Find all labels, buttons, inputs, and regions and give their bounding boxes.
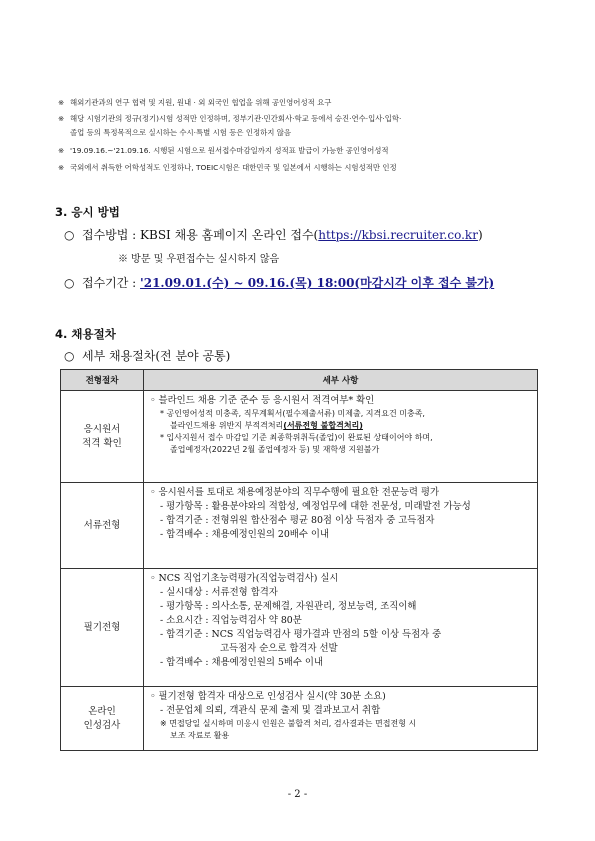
period-line: ○ 접수기간 : '21.09.01.(수) ~ 09.16.(목) 18:00(마감시각 이후 접수 불가) xyxy=(64,276,495,290)
detail-line xyxy=(150,718,531,730)
detail-line xyxy=(150,486,531,500)
detail-text: 고득점자 순으로 합격자 선발 xyxy=(220,643,338,654)
recruit-site-link[interactable]: https://kbsi.recruiter.co.kr xyxy=(318,228,478,242)
detail-line xyxy=(150,514,531,528)
table-row xyxy=(61,569,538,687)
detail-text: 블라인드채용 위반지 부적격처리 xyxy=(170,421,284,430)
detail-text: - 합격배수 : 채용예정인원의 20배수 이내 xyxy=(160,529,330,540)
detail-text: - 합격배수 : 채용예정인원의 5배수 이내 xyxy=(160,657,324,668)
detail-text: ◦ 블라인드 채용 기준 준수 등 응시원서 적격여부* 확인 xyxy=(150,395,375,406)
detail-line xyxy=(150,586,531,600)
detail-cell xyxy=(144,483,538,569)
detail-text: - 합격기준 : 전형위원 합산점수 평균 80점 이상 득점자 중 고득점자 xyxy=(160,515,435,526)
detail-line xyxy=(150,432,531,444)
header-detail: 세부 사항 xyxy=(144,370,538,391)
detail-cell xyxy=(144,569,538,687)
detail-procedure-subtitle: ○ 세부 채용절차(전 분야 공통) xyxy=(64,349,231,363)
recruitment-procedure-table xyxy=(60,369,538,751)
note-2-cont: 졸업 등의 특정목적으로 실시하는 수시·특별 시험 등은 인정하지 않음 xyxy=(70,128,292,137)
detail-line xyxy=(150,408,531,420)
section-3-title: 3. 응시 방법 xyxy=(55,205,120,219)
detail-line xyxy=(150,614,531,628)
table-header-row xyxy=(61,370,538,391)
detail-line xyxy=(150,528,531,542)
highlight-text: (서류전형 불합격처리) xyxy=(283,421,363,430)
detail-line xyxy=(150,394,531,408)
detail-line xyxy=(150,572,531,586)
stage-label: 서류전형 xyxy=(83,519,121,531)
detail-text: 보조 자료로 활용 xyxy=(170,731,230,740)
stage-cell xyxy=(61,687,144,751)
table-row xyxy=(61,391,538,483)
stage-label: 응시원서 xyxy=(83,423,121,435)
note-4: ※ 국외에서 취득한 어학성적도 인정하나, TOEIC시험은 대한민국 및 일본에서 시행하는 시험성적만 인정 xyxy=(58,163,397,172)
detail-text: * 입사지원서 접수 마감일 기준 최종학위취득(졸업)이 완료된 상태이어야 하며, xyxy=(160,433,433,442)
detail-line xyxy=(150,690,531,704)
detail-line xyxy=(150,444,531,456)
stage-cell xyxy=(61,569,144,687)
note-3: ※ '19.09.16.~'21.09.16. 시행된 시험으로 원서접수마감일까지 성적표 발급이 가능한 공인영어성적 xyxy=(58,146,389,155)
detail-text: - 평가항목 : 활용분야와의 적합성, 예정업무에 대한 전문성, 미래발전 가능성 xyxy=(160,501,471,512)
method-line: ○ 접수방법 : KBSI 채용 홈페이지 온라인 접수(https://kbsi.recruiter.co.kr) xyxy=(64,228,483,242)
header-stage: 전형절차 xyxy=(61,370,144,391)
stage-label: 인성검사 xyxy=(83,719,121,731)
detail-line xyxy=(150,656,531,670)
method-note: ※ 방문 및 우편접수는 실시하지 않음 xyxy=(118,254,280,265)
detail-cell xyxy=(144,391,538,483)
stage-label: 필기전형 xyxy=(83,621,121,633)
note-1: ※ 해외기관과의 연구 협력 및 지원, 원내 · 외 외국인 협업을 위해 공인영어성적 요구 xyxy=(58,98,332,107)
detail-line xyxy=(150,704,531,718)
detail-line xyxy=(150,642,531,656)
detail-line xyxy=(150,600,531,614)
note-2: ※ 해당 시험기관의 정규(정기)시험 성적만 인정하며, 정부기관·민간회사·학교 등에서 승진·연수·입사·입학· xyxy=(58,114,402,123)
detail-text: * 공인영어성적 미충족, 직무계획서(필수제출서류) 미제출, 지격요건 미충족, xyxy=(160,409,425,418)
table-row xyxy=(61,687,538,751)
stage-label: 온라인 xyxy=(88,705,116,717)
detail-cell xyxy=(144,687,538,751)
detail-text: - 소요시간 : 직업능력검사 약 80분 xyxy=(160,615,302,626)
detail-text: - 평가항목 : 의사소통, 문제해결, 자원관리, 정보능력, 조직이해 xyxy=(160,601,417,612)
detail-line xyxy=(150,628,531,642)
detail-text: - 실시대상 : 서류전형 합격자 xyxy=(160,587,278,598)
page-number: - 2 - xyxy=(287,789,308,800)
detail-text: ◦ NCS 직업기초능력평가(직업능력검사) 실시 xyxy=(150,573,339,584)
table-row xyxy=(61,483,538,569)
detail-line xyxy=(150,730,531,742)
bullet-circle: ○ xyxy=(64,349,75,363)
detail-text: - 합격기준 : NCS 직업능력검사 평가결과 만점의 5할 이상 득점자 중 xyxy=(160,629,442,640)
stage-cell xyxy=(61,483,144,569)
bullet-circle: ○ xyxy=(64,276,75,290)
detail-text: ◦ 응시원서를 토대로 채용예정분야의 직무수행에 필요한 전문능력 평가 xyxy=(150,487,440,498)
detail-line xyxy=(150,420,531,432)
detail-text: - 전문업체 의뢰, 객관식 문제 출제 및 결과보고서 취합 xyxy=(160,705,381,716)
bullet-circle: ○ xyxy=(64,228,75,242)
stage-label: 적격 확인 xyxy=(82,437,122,449)
detail-text: 졸업예정자(2022년 2월 졸업예정자 등) 및 재학생 지원불가 xyxy=(170,445,380,454)
stage-cell xyxy=(61,391,144,483)
detail-text: ◦ 필기전형 합격자 대상으로 인성검사 실시(약 30분 소요) xyxy=(150,691,386,702)
application-period: '21.09.01.(수) ~ 09.16.(목) 18:00(마감시각 이후 접수 불가) xyxy=(140,276,495,290)
section-4-title: 4. 채용절차 xyxy=(55,327,116,341)
detail-line xyxy=(150,500,531,514)
detail-text: ※ 면접당일 실시하며 미응시 인원은 불합격 처리, 검사결과는 면접전형 시 xyxy=(160,719,417,728)
